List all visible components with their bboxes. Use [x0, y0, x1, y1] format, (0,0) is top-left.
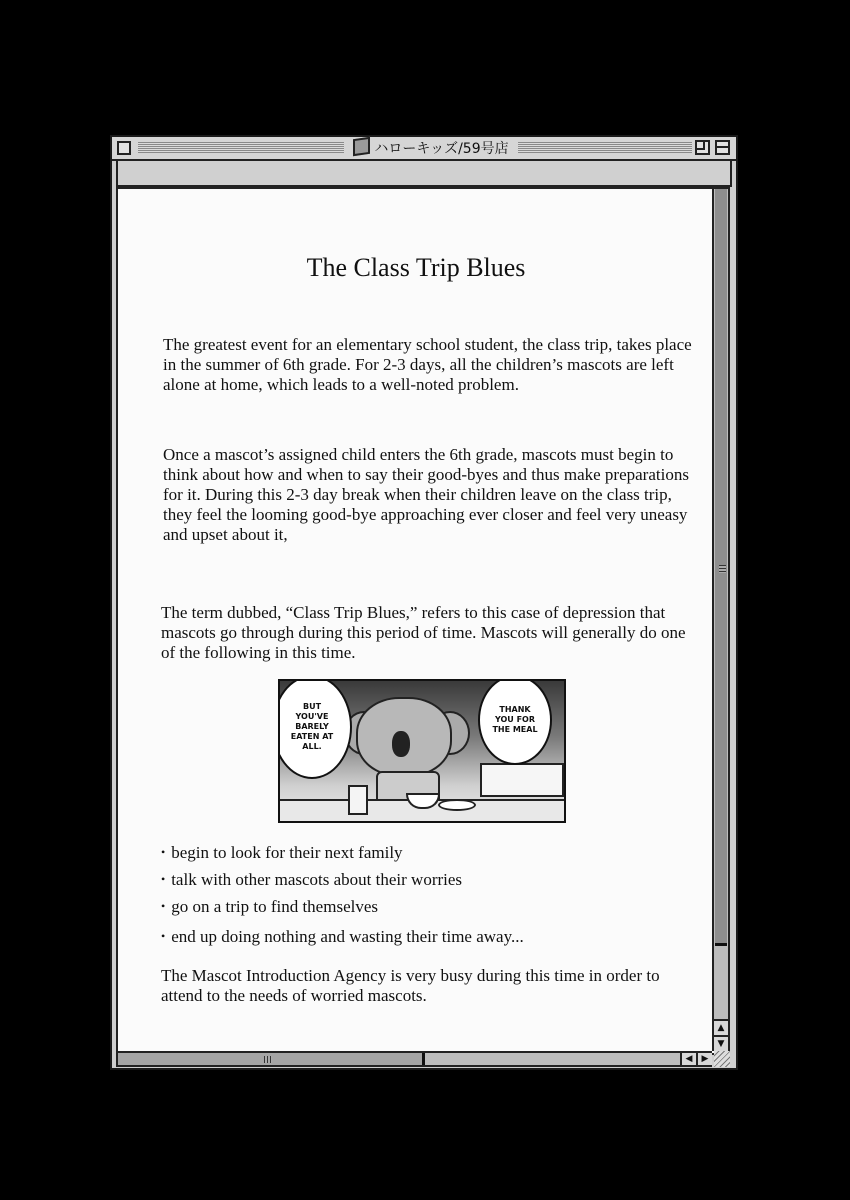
- paragraph-intro: The greatest event for an elementary school student, the class trip, takes place in the summer of 6th grade. For 2-3 days, all the children’s mascots are left alone at home, which leads to a well-noted problem.: [163, 335, 692, 394]
- paragraph-goodbyes: Once a mascot’s assigned child enters the 6th grade, mascots must begin to think about how and when to say their good-byes and thus make preparations for it. During this 2-3 day break when their children leave on the class trip, they feel the looming good-bye approaching ever closer and feel very uneasy and upset about it,: [163, 445, 689, 544]
- manga-illustration: [278, 679, 566, 823]
- list-item-text: talk with other mascots about their worries: [171, 870, 463, 889]
- list-item: [161, 868, 524, 895]
- speech-bubble-right: [478, 679, 552, 765]
- finder-window: [110, 135, 738, 1070]
- horizontal-scrollbar[interactable]: [116, 1051, 712, 1067]
- close-box-button[interactable]: [117, 141, 131, 155]
- list-item-text: begin to look for their next family: [171, 843, 403, 862]
- arrow-up-icon: ▲: [717, 1023, 725, 1033]
- plate: [438, 799, 476, 811]
- title-bar-stripes-left: [138, 142, 344, 153]
- list-item: [161, 841, 524, 868]
- bullet-marker: •: [161, 845, 166, 859]
- list-item-text: end up doing nothing and wasting their time away...: [171, 927, 524, 946]
- paragraph-term: The term dubbed, “Class Trip Blues,” refers to this case of depression that mascots go through during this period of time. Mascots will generally do one of the following in this time.: [161, 603, 686, 662]
- vertical-scroll-thumb[interactable]: [715, 189, 727, 946]
- window-title-text: ハローキッズ/59号店: [374, 141, 509, 157]
- folder-icon: [353, 137, 370, 156]
- resize-grip-icon[interactable]: [714, 1051, 730, 1067]
- list-item-text: go on a trip to find themselves: [171, 897, 379, 916]
- scroll-up-button[interactable]: [714, 1019, 728, 1035]
- document-title: The Class Trip Blues: [306, 253, 526, 282]
- arrow-left-icon: ◀: [685, 1054, 693, 1064]
- speech-bubble-left: [278, 679, 352, 779]
- list-item: [161, 895, 524, 922]
- scroll-down-button[interactable]: [714, 1035, 728, 1051]
- zoom-box-button[interactable]: [695, 140, 710, 155]
- glass: [348, 785, 368, 815]
- document-content: [116, 187, 714, 1055]
- scroll-left-button[interactable]: [680, 1053, 696, 1065]
- speech-bubble-left-text: BUT YOU'VE BARELY EATEN AT ALL.: [290, 702, 334, 751]
- bullet-marker: •: [161, 899, 166, 913]
- title-bar[interactable]: [112, 137, 736, 161]
- horizontal-scroll-thumb[interactable]: [118, 1053, 425, 1065]
- list-item: [161, 925, 524, 952]
- arrow-right-icon: ▶: [701, 1054, 709, 1064]
- speech-bubble-right-text: THANK YOU FOR THE MEAL: [492, 705, 538, 734]
- bullet-marker: •: [161, 929, 166, 943]
- couch: [480, 763, 564, 797]
- scroll-grip-icon: [264, 1056, 272, 1063]
- arrow-down-icon: ▼: [717, 1039, 725, 1049]
- collapse-box-button[interactable]: [715, 140, 730, 155]
- paragraph-closing: The Mascot Introduction Agency is very busy during this time in order to attend to the needs of worried mascots.: [161, 966, 660, 1005]
- bullet-list: [161, 841, 524, 952]
- koala-nose: [392, 731, 410, 757]
- window-title: [344, 138, 518, 159]
- title-bar-stripes-right: [518, 142, 692, 153]
- window-header-area: [116, 161, 732, 187]
- scroll-right-button[interactable]: [696, 1053, 712, 1065]
- bullet-marker: •: [161, 872, 166, 886]
- scroll-grip-icon: [719, 565, 726, 573]
- vertical-scrollbar[interactable]: [712, 187, 730, 1051]
